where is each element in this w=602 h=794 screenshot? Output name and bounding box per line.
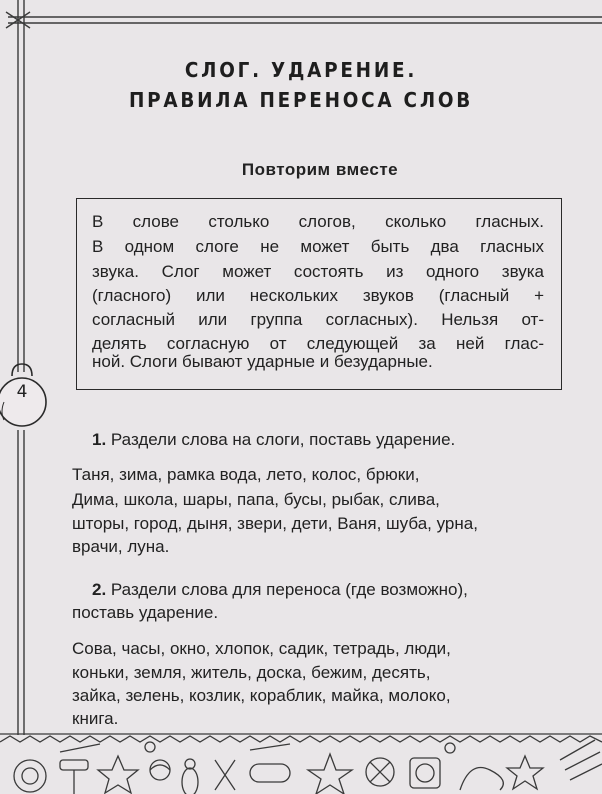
task2-words-line: зайка, зелень, козлик, кораблик, майка, молоко, [72,686,451,705]
task1-heading [92,430,455,450]
task1-words-line: Дима, школа, шары, папа, бусы, рыбак, слива, [72,490,440,509]
rule-text-line: согласный или группа согласных). Нельзя от- [92,310,544,329]
task1-words-line: Таня, зима, рамка вода, лето, колос, брюки, [72,465,420,484]
task1-instruction: Раздели слова на слоги, поставь ударение. [110,430,456,449]
task1-words-line: шторы, город, дыня, звери, дети, Ваня, шуба, урна, [72,514,478,533]
page-title-line2: ПРАВИЛА ПЕРЕНОСА СЛОВ [128,88,474,112]
task2-words-line: книга. [72,709,119,728]
rule-text-line: В одном слоге не может быть два гласных [92,237,544,256]
task2-words-line: коньки, земля, житель, доска, бежим, десять, [72,663,431,682]
sports-doodle-strip-icon [0,734,602,794]
page-number: 4 [16,382,28,402]
rule-text-line: делять согласную от следующей за ней глас- [92,334,544,353]
rule-text-line: звука. Слог может состоять из одного звука [92,262,544,281]
task2-number: 2. [92,580,111,599]
rule-text-line: В слове столько слогов, сколько гласных. [92,212,544,231]
task1-words-line: врачи, луна. [72,537,170,556]
task2-words-line: Сова, часы, окно, хлопок, садик, тетрадь, люди, [72,639,451,658]
rule-text-line: ной. Слоги бывают ударные и безударные. [92,352,433,371]
page-title-line1: СЛОГ. УДАРЕНИЕ. [184,58,418,82]
task2-heading [92,580,468,600]
task2-instruction: Раздели слова для переноса (где возможно), [110,580,468,599]
task2-instruction-cont: поставь ударение. [72,603,219,622]
rule-text-line: (гласного) или нескольких звуков (гласный + [92,286,544,305]
task1-number: 1. [92,430,111,449]
section-subtitle: Повторим вместе [241,160,399,179]
